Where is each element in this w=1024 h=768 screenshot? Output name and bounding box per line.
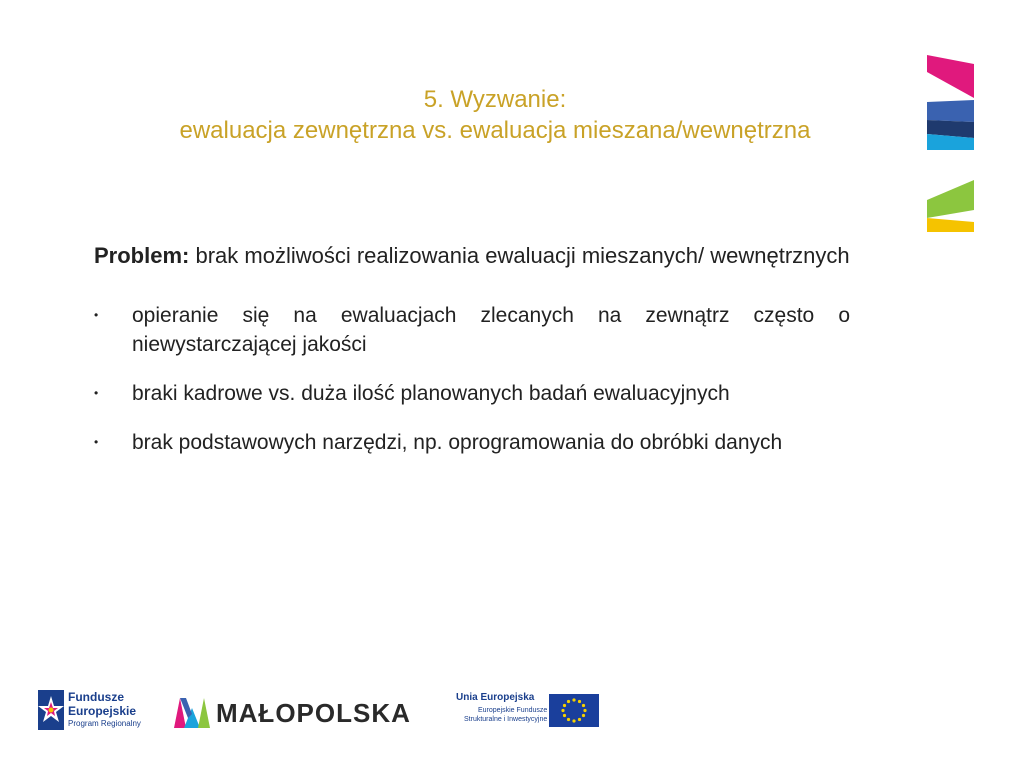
bullet-item xyxy=(94,428,850,457)
fundusze-europejskie-logo xyxy=(36,688,146,733)
bullet-text: braki kadrowe vs. duża ilość planowanych badań ewaluacyjnych xyxy=(132,382,730,405)
bullet-text: brak podstawowych narzędzi, np. oprogramowania do obróbki danych xyxy=(132,431,783,454)
fe-star-icon xyxy=(36,688,66,732)
problem-statement xyxy=(94,240,850,271)
bullet-list xyxy=(94,301,850,457)
ue-name: Unia Europejska xyxy=(456,692,535,703)
stripe-magenta xyxy=(927,55,974,98)
eu-flag-icon xyxy=(549,694,599,727)
bullet-item xyxy=(94,379,850,408)
slide-title xyxy=(80,84,910,146)
bullet-marker: • xyxy=(94,435,99,449)
malopolska-m-icon xyxy=(172,694,212,730)
ue-fund-text xyxy=(464,706,547,724)
title-line-2: ewaluacja zewnętrzna vs. ewaluacja mieszana/wewnętrzna xyxy=(179,117,811,144)
malopolska-logo xyxy=(172,694,422,730)
bullet-text: opieranie się na ewaluacjach zlecanych na zewnątrz często o niewystarczającej jakości xyxy=(132,304,850,356)
fe-line-1: Fundusze xyxy=(68,690,124,704)
problem-label: Problem: xyxy=(94,243,190,268)
stripe-green xyxy=(927,180,974,218)
bullet-marker: • xyxy=(94,308,99,322)
fe-line-2: Europejskie xyxy=(68,704,137,718)
ue-fund-line-1: Europejskie Fundusze xyxy=(478,707,548,714)
ue-fund-line-2: Strukturalne i Inwestycyjne xyxy=(464,716,548,723)
stripe-blue xyxy=(927,100,974,122)
unia-europejska-logo xyxy=(446,692,606,732)
fe-subtitle: Program Regionalny xyxy=(68,719,141,728)
bullet-item xyxy=(94,301,850,359)
footer-logos xyxy=(0,680,1024,740)
bullet-marker: • xyxy=(94,386,99,400)
stripe-yellow xyxy=(927,218,974,232)
malopolska-text: MAŁOPOLSKA xyxy=(216,698,411,728)
problem-text: brak możliwości realizowania ewaluacji mieszanych/ wewnętrznych xyxy=(189,243,850,268)
decorative-stripes xyxy=(920,50,980,240)
title-line-1: 5. Wyzwanie: xyxy=(423,86,567,113)
slide-content xyxy=(94,240,850,457)
